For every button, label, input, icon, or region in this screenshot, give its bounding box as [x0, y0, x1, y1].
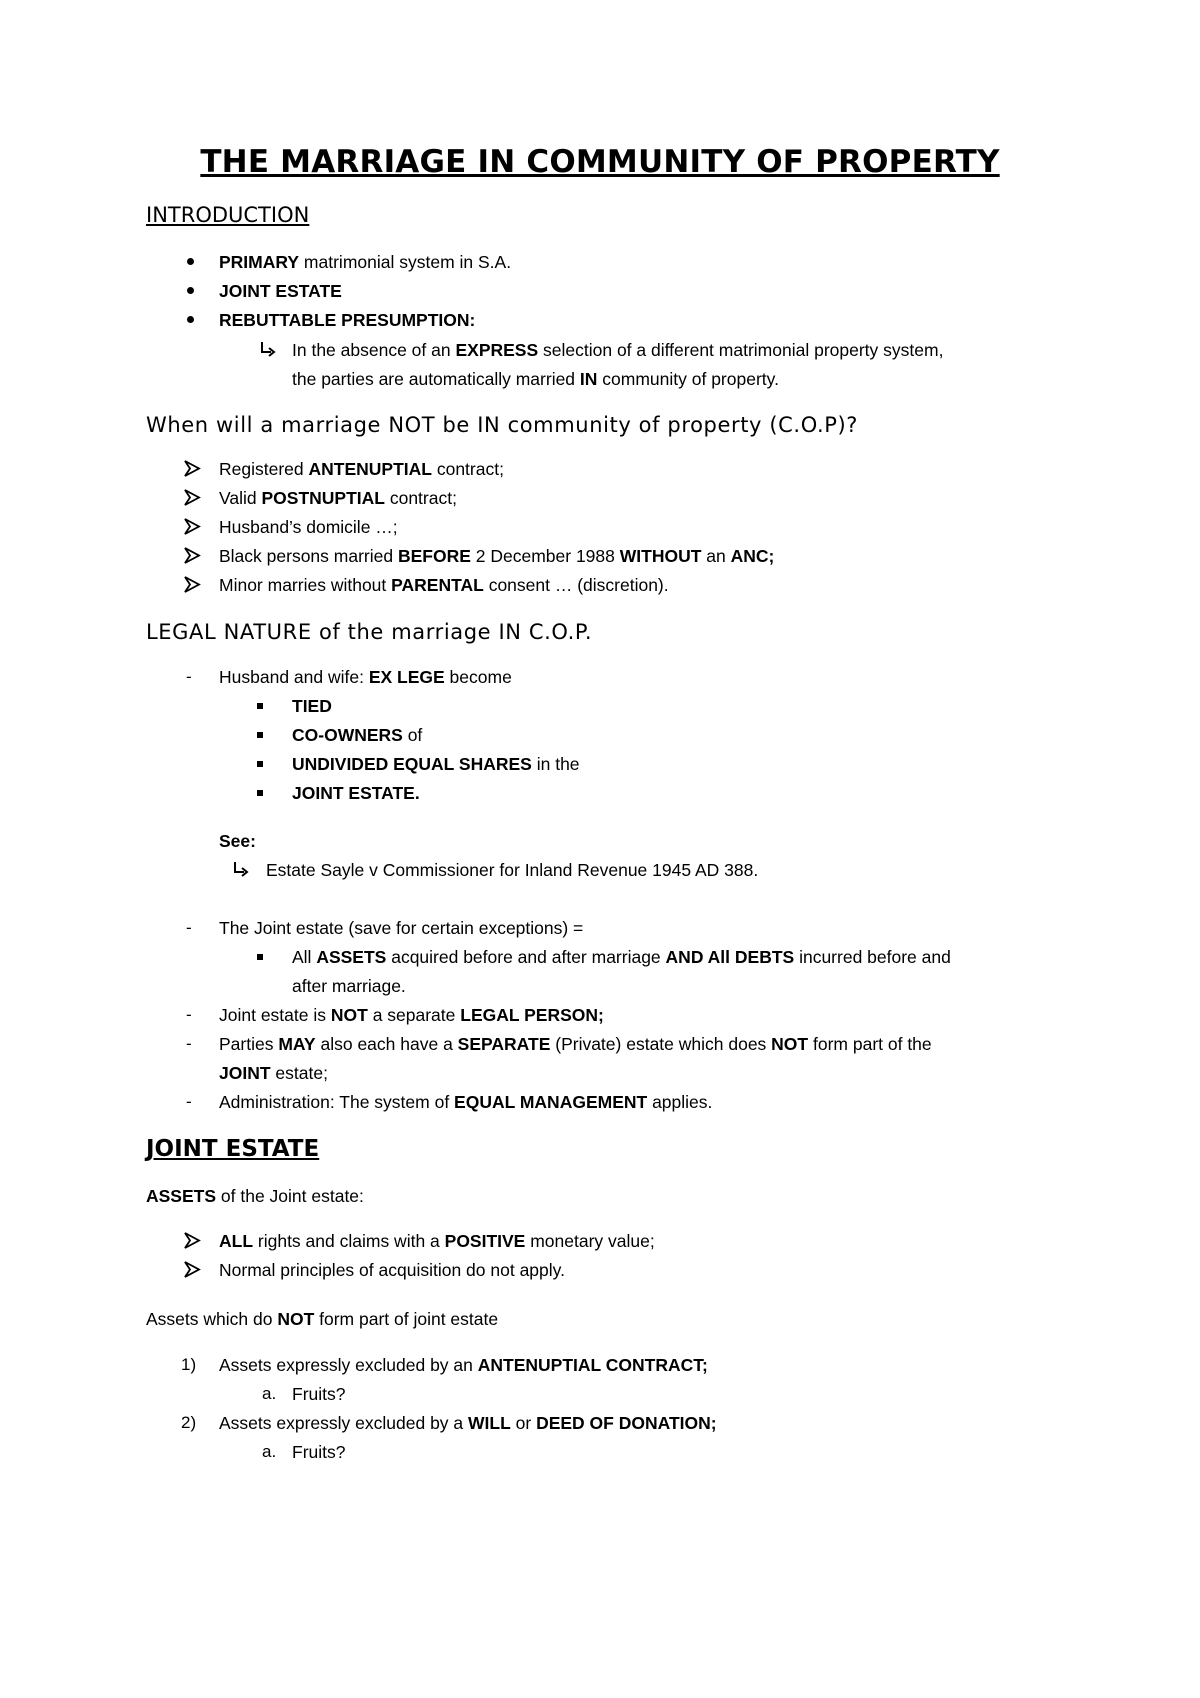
legal-sub-co-owners: CO-OWNERS of: [292, 725, 423, 745]
square-bullet-icon: [257, 790, 263, 796]
legal-sub-joint-estate: JOINT ESTATE.: [292, 783, 420, 803]
intro-item-joint-estate: JOINT ESTATE: [219, 281, 342, 301]
dash-bullet: -: [186, 918, 192, 937]
arrowhead-bullet-icon: [184, 1261, 201, 1278]
dash-bullet: -: [186, 1034, 192, 1053]
legal-nature-heading: LEGAL NATURE of the marriage IN C.O.P.: [146, 620, 593, 644]
hooked-arrow-icon: [233, 861, 249, 879]
square-bullet-icon: [257, 732, 263, 738]
square-bullet-icon: [257, 761, 263, 767]
legal-sub-assets-debts: All ASSETS acquired before and after marriage AND All DEBTS incurred before and: [292, 947, 951, 967]
question-item-postnuptial: Valid POSTNUPTIAL contract;: [219, 488, 457, 508]
arrowhead-bullet-icon: [184, 460, 201, 477]
square-bullet-icon: [257, 703, 263, 709]
question-item-antenuptial: Registered ANTENUPTIAL contract;: [219, 459, 504, 479]
list-letter: a.: [262, 1384, 277, 1403]
arrowhead-bullet-icon: [184, 518, 201, 535]
arrowhead-bullet-icon: [184, 547, 201, 564]
legal-item-separate-estate: Parties MAY also each have a SEPARATE (Private) estate which does NOT form part of the: [219, 1034, 932, 1054]
arrowhead-bullet-icon: [184, 1232, 201, 1249]
square-bullet-icon: [257, 954, 263, 960]
arrowhead-bullet-icon: [184, 489, 201, 506]
see-label: See:: [219, 831, 256, 851]
dash-bullet: -: [186, 667, 192, 686]
legal-item-not-legal-person: Joint estate is NOT a separate LEGAL PERSON;: [219, 1005, 604, 1025]
arrowhead-bullet-icon: [184, 576, 201, 593]
intro-item-rebuttable: REBUTTABLE PRESUMPTION:: [219, 310, 476, 330]
bullet-dot-icon: [187, 316, 194, 323]
joint-estate-heading: JOINT ESTATE: [146, 1136, 320, 1162]
hooked-arrow-icon: [260, 341, 276, 359]
dash-bullet: -: [186, 1005, 192, 1024]
question-heading: When will a marriage NOT be IN community of property (C.O.P)?: [146, 413, 859, 437]
case-reference: Estate Sayle v Commissioner for Inland Revenue 1945 AD 388.: [266, 860, 759, 880]
joint-item-normal-principles: Normal principles of acquisition do not apply.: [219, 1260, 565, 1280]
legal-item-administration: Administration: The system of EQUAL MANAGEMENT applies.: [219, 1092, 713, 1112]
intro-heading: INTRODUCTION: [146, 203, 310, 227]
presumption-text-line1: In the absence of an EXPRESS selection of a different matrimonial property system,: [292, 340, 944, 360]
joint-item-rights-claims: ALL rights and claims with a POSITIVE monetary value;: [219, 1231, 655, 1251]
legal-item-separate-estate-cont: JOINT estate;: [219, 1063, 328, 1083]
question-item-minor: Minor marries without PARENTAL consent … (discretion).: [219, 575, 669, 595]
legal-item-husband-wife: Husband and wife: EX LEGE become: [219, 667, 512, 687]
list-number: 2): [181, 1413, 197, 1432]
question-item-domicile: Husband’s domicile …;: [219, 517, 398, 537]
assets-intro: ASSETS of the Joint estate:: [146, 1186, 364, 1206]
document-title: THE MARRIAGE IN COMMUNITY OF PROPERTY: [200, 144, 1000, 180]
bullet-dot-icon: [187, 287, 194, 294]
list-number: 1): [181, 1355, 197, 1374]
dash-bullet: -: [186, 1092, 192, 1111]
list-letter: a.: [262, 1442, 277, 1461]
presumption-text-line2: the parties are automatically married IN community of property.: [292, 369, 779, 389]
excluded-sub-fruits: Fruits?: [292, 1384, 346, 1404]
excluded-item-will-donation: Assets expressly excluded by a WILL or DEED OF DONATION;: [219, 1413, 717, 1433]
legal-sub-assets-debts-cont: after marriage.: [292, 976, 406, 996]
question-item-black-persons: Black persons married BEFORE 2 December 1988 WITHOUT an ANC;: [219, 546, 775, 566]
intro-item-primary: PRIMARY matrimonial system in S.A.: [219, 252, 512, 272]
not-joint-estate-intro: Assets which do NOT form part of joint estate: [146, 1309, 499, 1329]
legal-item-joint-estate-def: The Joint estate (save for certain exceptions) =: [219, 918, 584, 938]
legal-sub-undivided: UNDIVIDED EQUAL SHARES in the: [292, 754, 580, 774]
excluded-sub-fruits: Fruits?: [292, 1442, 346, 1462]
legal-sub-tied: TIED: [292, 696, 332, 716]
excluded-item-antenuptial: Assets expressly excluded by an ANTENUPTIAL CONTRACT;: [219, 1355, 708, 1375]
bullet-dot-icon: [187, 258, 194, 265]
